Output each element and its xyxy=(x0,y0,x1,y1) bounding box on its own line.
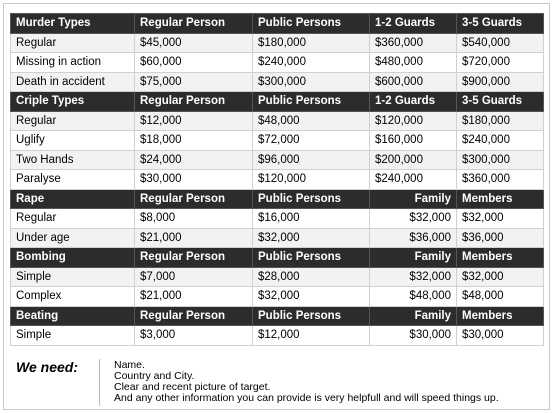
price-cell: $300,000 xyxy=(253,72,370,92)
price-cell: $16,000 xyxy=(253,209,370,229)
column-header: Members xyxy=(457,248,544,268)
column-header: 1-2 Guards xyxy=(370,14,457,34)
row-label: Simple xyxy=(11,267,135,287)
table-row xyxy=(11,150,544,170)
price-cell: $32,000 xyxy=(457,209,544,229)
price-cell: $36,000 xyxy=(370,228,457,248)
price-cell: $28,000 xyxy=(253,267,370,287)
price-cell: $200,000 xyxy=(370,150,457,170)
price-cell: $720,000 xyxy=(457,53,544,73)
row-label: Regular xyxy=(11,111,135,131)
we-need-item: Name. xyxy=(114,359,145,371)
price-cell: $120,000 xyxy=(370,111,457,131)
section-header-row xyxy=(11,248,544,268)
price-cell: $45,000 xyxy=(135,33,253,53)
section-header-row xyxy=(11,92,544,112)
table-row xyxy=(11,287,544,307)
price-cell: $240,000 xyxy=(457,131,544,151)
column-header: Family xyxy=(370,306,457,326)
table-row xyxy=(11,228,544,248)
price-cell: $180,000 xyxy=(253,33,370,53)
we-need-item: Clear and recent picture of target. xyxy=(114,381,271,393)
price-cell: $32,000 xyxy=(370,267,457,287)
price-cell: $72,000 xyxy=(253,131,370,151)
price-cell: $600,000 xyxy=(370,72,457,92)
price-cell: $480,000 xyxy=(370,53,457,73)
row-label: Uglify xyxy=(11,131,135,151)
price-cell: $60,000 xyxy=(135,53,253,73)
price-cell: $900,000 xyxy=(457,72,544,92)
column-header: 3-5 Guards xyxy=(457,14,544,34)
column-header: Public Persons xyxy=(253,14,370,34)
price-cell: $75,000 xyxy=(135,72,253,92)
price-list-panel xyxy=(3,3,550,410)
price-cell: $12,000 xyxy=(253,326,370,346)
price-cell: $32,000 xyxy=(370,209,457,229)
price-cell: $240,000 xyxy=(253,53,370,73)
price-cell: $12,000 xyxy=(135,111,253,131)
section-title: Murder Types xyxy=(11,14,135,34)
price-cell: $21,000 xyxy=(135,287,253,307)
column-header: Regular Person xyxy=(135,306,253,326)
price-cell: $120,000 xyxy=(253,170,370,190)
price-cell: $21,000 xyxy=(135,228,253,248)
price-cell: $180,000 xyxy=(457,111,544,131)
column-header: Regular Person xyxy=(135,92,253,112)
row-label: Death in accident xyxy=(11,72,135,92)
column-header: Family xyxy=(370,248,457,268)
price-cell: $48,000 xyxy=(457,287,544,307)
we-need-list xyxy=(114,360,499,404)
price-cell: $24,000 xyxy=(135,150,253,170)
price-cell: $540,000 xyxy=(457,33,544,53)
table-row xyxy=(11,33,544,53)
we-need-item: And any other information you can provide is very helpfull and will speed things up. xyxy=(114,392,499,404)
column-header: Regular Person xyxy=(135,189,253,209)
table-row xyxy=(11,53,544,73)
we-need-divider xyxy=(99,359,100,406)
table-row xyxy=(11,267,544,287)
column-header: Members xyxy=(457,306,544,326)
price-cell: $96,000 xyxy=(253,150,370,170)
price-cell: $30,000 xyxy=(370,326,457,346)
table-row xyxy=(11,72,544,92)
we-need-label: We need: xyxy=(16,359,78,375)
price-cell: $240,000 xyxy=(370,170,457,190)
row-label: Regular xyxy=(11,33,135,53)
table-row xyxy=(11,170,544,190)
table-row xyxy=(11,111,544,131)
price-cell: $360,000 xyxy=(370,33,457,53)
table-row xyxy=(11,209,544,229)
section-title: Rape xyxy=(11,189,135,209)
column-header: 3-5 Guards xyxy=(457,92,544,112)
column-header: Public Persons xyxy=(253,189,370,209)
price-cell: $300,000 xyxy=(457,150,544,170)
price-cell: $36,000 xyxy=(457,228,544,248)
price-cell: $48,000 xyxy=(253,111,370,131)
section-title: Beating xyxy=(11,306,135,326)
column-header: 1-2 Guards xyxy=(370,92,457,112)
row-label: Paralyse xyxy=(11,170,135,190)
price-cell: $30,000 xyxy=(135,170,253,190)
price-cell: $32,000 xyxy=(253,287,370,307)
we-need-item: Country and City. xyxy=(114,370,195,382)
row-label: Missing in action xyxy=(11,53,135,73)
price-cell: $7,000 xyxy=(135,267,253,287)
price-cell: $8,000 xyxy=(135,209,253,229)
row-label: Simple xyxy=(11,326,135,346)
column-header: Members xyxy=(457,189,544,209)
section-title: Criple Types xyxy=(11,92,135,112)
price-cell: $48,000 xyxy=(370,287,457,307)
section-header-row xyxy=(11,14,544,34)
price-cell: $160,000 xyxy=(370,131,457,151)
column-header: Regular Person xyxy=(135,14,253,34)
table-row xyxy=(11,326,544,346)
price-table xyxy=(10,13,544,346)
price-cell: $32,000 xyxy=(457,267,544,287)
price-cell: $18,000 xyxy=(135,131,253,151)
column-header: Public Persons xyxy=(253,92,370,112)
column-header: Regular Person xyxy=(135,248,253,268)
price-cell: $32,000 xyxy=(253,228,370,248)
row-label: Under age xyxy=(11,228,135,248)
column-header: Public Persons xyxy=(253,306,370,326)
price-cell: $360,000 xyxy=(457,170,544,190)
section-header-row xyxy=(11,306,544,326)
row-label: Regular xyxy=(11,209,135,229)
row-label: Two Hands xyxy=(11,150,135,170)
column-header: Public Persons xyxy=(253,248,370,268)
section-title: Bombing xyxy=(11,248,135,268)
price-cell: $30,000 xyxy=(457,326,544,346)
table-row xyxy=(11,131,544,151)
price-cell: $3,000 xyxy=(135,326,253,346)
column-header: Family xyxy=(370,189,457,209)
row-label: Complex xyxy=(11,287,135,307)
section-header-row xyxy=(11,189,544,209)
